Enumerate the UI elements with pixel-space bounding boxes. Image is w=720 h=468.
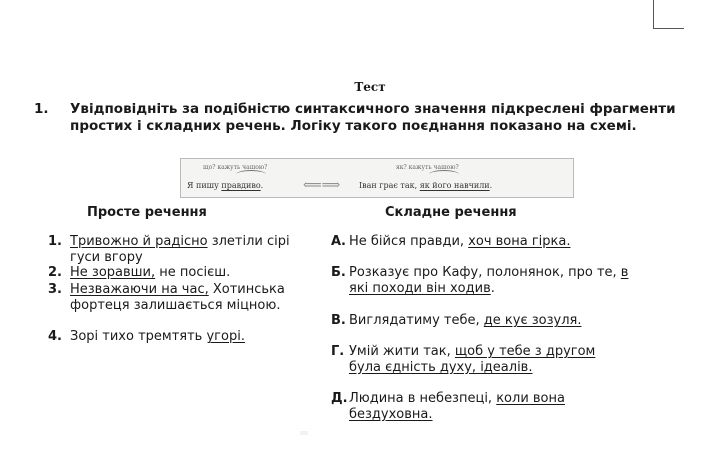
item-text [70, 265, 293, 281]
item-letter: Д. [331, 391, 348, 406]
simple-item [48, 329, 293, 345]
item-text-underlined: хоч вона гірка. [468, 234, 571, 249]
item-text-plain: Хотинська фортеця залишається міцною. [70, 282, 285, 313]
item-text [70, 282, 293, 313]
simple-item [48, 282, 293, 313]
item-text [349, 313, 631, 329]
simple-column-heading: Просте речення [87, 205, 207, 220]
item-text-underlined: щоб у тебе з другом була єдність духу, ідеалів. [349, 344, 596, 375]
item-text-plain: Виглядатиму тебе, [349, 313, 484, 328]
scheme-left-end: . [260, 181, 264, 190]
complex-item [331, 391, 631, 422]
scheme-left-plain: Я пишу [187, 181, 222, 190]
scheme-right-end: . [489, 181, 493, 190]
item-text-underlined: де кує зозуля. [483, 313, 582, 328]
item-number: 1. [48, 234, 62, 249]
item-text-plain: Людина в небезпеці, [349, 391, 497, 406]
item-letter: Б. [331, 265, 346, 280]
item-letter: А. [331, 234, 346, 249]
item-text-plain: злетіли сірі гуси вгору [70, 234, 290, 265]
item-text [349, 234, 631, 250]
item-text-underlined: Не зоравши, [70, 265, 156, 280]
scheme-right-underlined: як його навчили [419, 181, 490, 190]
item-text-underlined: Тривожно й радісно [70, 234, 208, 249]
simple-item [48, 234, 293, 265]
item-text-plain: Розказує про Кафу, полонянок, про те, [349, 265, 621, 280]
page-corner-frame [653, 0, 684, 29]
task-number: 1. [34, 101, 49, 117]
complex-item [331, 265, 631, 296]
item-text-underlined: в які походи він ходив [349, 265, 629, 296]
item-text-underlined: Незважаючи на час, [70, 282, 209, 297]
item-text-plain: Зорі тихо тремтять [70, 329, 207, 344]
scheme-right-arc [429, 170, 459, 179]
item-text-underlined: угорі. [206, 329, 245, 344]
scan-artifact [300, 431, 308, 435]
scheme-right-question: як? кажуть чашою? [396, 164, 459, 171]
item-text [70, 329, 293, 345]
complex-column-heading: Складне речення [385, 205, 517, 220]
scheme-right-sentence [359, 181, 492, 190]
item-number: 4. [48, 329, 62, 344]
item-number: 2. [48, 265, 62, 280]
item-number: 3. [48, 282, 62, 297]
item-text-underlined: коли вона бездуховна. [349, 391, 565, 422]
scheme-left-underlined: правдиво [221, 181, 261, 190]
item-letter: Г. [331, 344, 345, 359]
item-text-plain: Не бійся правди, [349, 234, 469, 249]
item-text [349, 265, 631, 296]
complex-item [331, 234, 631, 250]
item-text-plain: . [490, 280, 495, 296]
test-title: Тест [354, 80, 386, 94]
item-text [349, 344, 631, 375]
item-text-plain: не посієш. [155, 265, 231, 280]
task-text: Увідповідніть за подібністю синтаксичного значення підкреслені фрагменти простих і складних речень. Логіку такого поєднання показано на схемі. [70, 101, 676, 134]
scheme-left-sentence [187, 181, 263, 190]
task-instruction [34, 101, 694, 135]
item-text-plain: Умій жити так, [349, 344, 455, 359]
complex-item [331, 313, 631, 329]
scheme-right-plain: Іван грає так, [359, 181, 420, 190]
complex-item [331, 344, 631, 375]
item-letter: В. [331, 313, 346, 328]
item-text [70, 234, 293, 265]
simple-item [48, 265, 293, 281]
scheme-diagram [180, 158, 574, 198]
scheme-left-question: що? кажуть чашою? [203, 164, 268, 171]
item-text [349, 391, 631, 422]
scheme-double-arrow: ⟸⟹ [303, 178, 341, 193]
scheme-left-arc [236, 170, 266, 179]
